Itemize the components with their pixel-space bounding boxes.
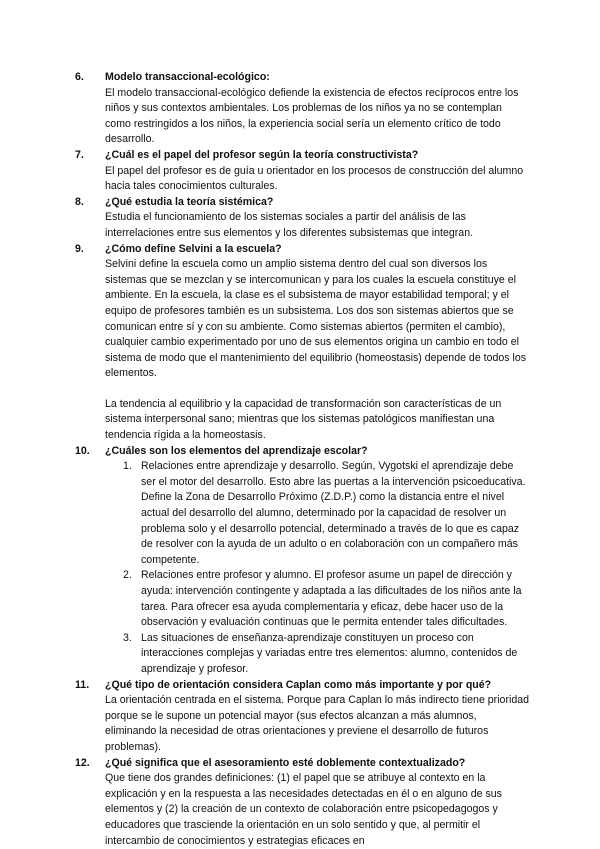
item-number: 8. xyxy=(75,195,84,208)
item-10 xyxy=(75,444,530,678)
item-question: ¿Qué tipo de orientación considera Caplan como más importante y por qué? xyxy=(105,678,492,691)
paragraph-gap xyxy=(105,382,530,397)
item-answer: El papel del profesor es de guía u orientador en los procesos de construcción del alumno hacia tales conocimientos culturales. xyxy=(105,164,524,193)
item-question: ¿Cuál es el papel del profesor según la teoría constructivista? xyxy=(105,148,419,161)
sub-list xyxy=(123,459,530,677)
item-12 xyxy=(75,756,530,849)
sub-item-number: 1. xyxy=(123,460,132,473)
item-9 xyxy=(75,242,530,444)
sub-item xyxy=(123,568,530,630)
item-answer: Que tiene dos grandes definiciones: (1) el papel que se atribuye al contexto en la explicación y en la respuesta a las necesidades detectadas en él o en alguno de sus elementos y (2) la creación de un contexto de colaboración entre psicopedagogos y educadores que trasciende la orientación en un solo sentido y que, al permitir el intercambio de conocimientos y estrategias eficaces en xyxy=(105,772,502,847)
sub-item-text: Relaciones entre profesor y alumno. El profesor asume un papel de dirección y ayuda: intervención contingente y adaptada a las dificultades de los niños ante la tarea. Para ofrecer esa ayuda complementaria y eficaz, debe hacer uso de la observación y evaluación continuas que le permita entender tales dificultades. xyxy=(141,569,522,629)
item-7 xyxy=(75,148,530,195)
sub-item-text: Las situaciones de enseñanza-aprendizaje constituyen un proceso con interacciones complejas y variadas entre tres elementos: alumno, contenidos de aprendizaje y profesor. xyxy=(141,631,518,675)
item-number: 11. xyxy=(75,678,90,691)
sub-item xyxy=(123,631,530,678)
item-answer: Selvini define la escuela como un amplio sistema dentro del cual son diversos los sistemas que se mezclan y se intercomunican y para los cuales la escuela constituye el ambiente. En la escuela, la clase es el subsistema de mayor estabilidad temporal; y el equipo de profesores también es un subsistema. Los dos son sistemas abiertos que se comunican entre sí y con su ambiente. Como sistemas abiertos (permiten el cambio), cualquier cambio experimentado por uno de sus elementos origina un cambio en todo el sistema de modo que el mantenimiento del equilibrio (homeostasis) depende de todos los elementos. xyxy=(105,258,527,380)
item-answer: Estudia el funcionamiento de los sistemas sociales a partir del análisis de las interrelaciones entre sus elementos y los diferentes subsistemas que integran. xyxy=(105,211,474,239)
item-answer-2: La tendencia al equilibrio y la capacidad de transformación son características de un sistema interpersonal sano; mientras que los sistemas patológicos manifiestan una tendencia rígida a la homeostasis. xyxy=(105,397,502,442)
item-8 xyxy=(75,195,530,242)
item-question: ¿Cuáles son los elementos del aprendizaje escolar? xyxy=(105,444,368,457)
item-number: 6. xyxy=(75,71,84,83)
item-number: 10. xyxy=(75,444,90,457)
item-answer: El modelo transaccional-ecológico defiende la existencia de efectos recíprocos entre los niños y sus contextos ambientales. Los problemas de los niños ya no se contemplan como restringidos a los niños, la experiencia social sería un elemento crítico de todo desarrollo. xyxy=(105,86,519,146)
item-question: ¿Qué significa que el asesoramiento esté doblemente contextualizado? xyxy=(105,756,466,769)
item-number: 9. xyxy=(75,242,84,255)
item-6 xyxy=(75,70,530,148)
item-question: Modelo transaccional-ecológico: xyxy=(105,71,270,83)
item-question: ¿Qué estudia la teoría sistémica? xyxy=(105,195,274,208)
sub-item-number: 3. xyxy=(123,631,132,644)
item-11 xyxy=(75,678,530,756)
item-number: 7. xyxy=(75,148,84,161)
item-number: 12. xyxy=(75,756,90,769)
sub-item-text: Relaciones entre aprendizaje y desarrollo. Según, Vygotski el aprendizaje debe ser el motor del desarrollo. Esto abre las puertas a la intervención psicoeducativa. Define la Zona de Desarrollo Próximo (Z.D.P.) como la distancia entre el nivel actual del desarrollo del alumno, determinado por la capacidad de resolver un problema solo y el desarrollo potencial, determinado a través de lo que es capaz de resolver con la ayuda de un adulto o en colaboración con un compañero más competente. xyxy=(141,460,526,566)
sub-item-number: 2. xyxy=(123,569,132,582)
item-answer: La orientación centrada en el sistema. Porque para Caplan lo más indirecto tiene prioridad porque se le supone un potencial mayor (sus efectos alcanzan a más alumnos, eliminando la necesidad de otras orientaciones y previene el desarrollo de futuros problemas). xyxy=(105,694,529,753)
item-question: ¿Cómo define Selvini a la escuela? xyxy=(105,242,282,255)
sub-item xyxy=(123,459,530,568)
